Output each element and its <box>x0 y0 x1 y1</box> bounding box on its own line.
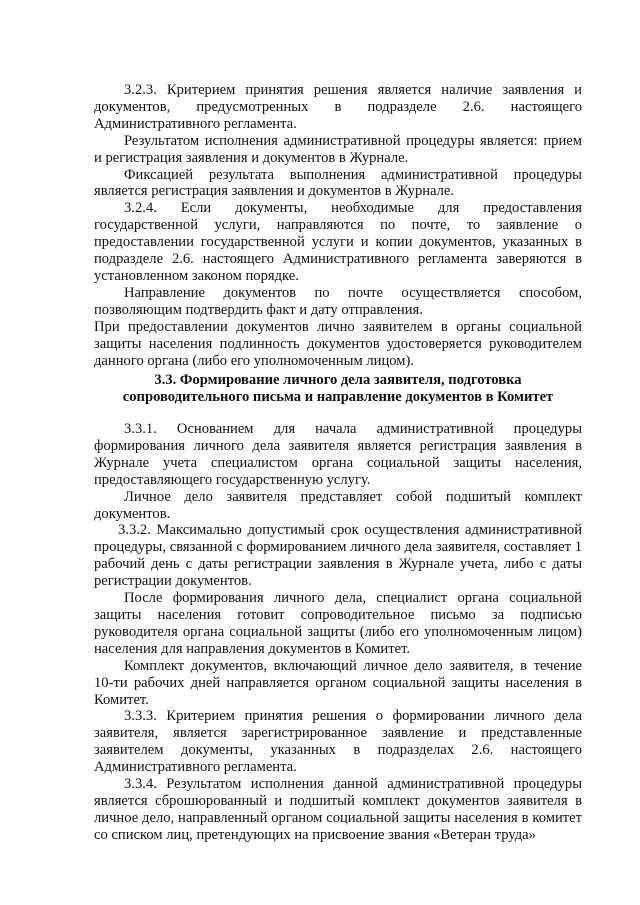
paragraph-3-2-4: 3.2.4. Если документы, необходимые для предоставления государственной услуги, направляются по почте, то заявление о предоставлении государственной услуги и копии документов, указанных в подразделе 2.6. настоящего Административного регламента заверяются в установленном законом порядке. <box>94 200 582 284</box>
paragraph-personal-file: Личное дело заявителя представляет собой подшитый комплект документов. <box>94 488 582 522</box>
paragraph-result: Результатом исполнения административной процедуры является: прием и регистрация заявления и документов в Журнале. <box>94 132 582 166</box>
paragraph-3-3-2: 3.3.2. Максимально допустимый срок осуществления административной процедуры, связанной с формированием личного дела заявителя, составляет 1 рабочий день с даты регистрации заявления в Журнале учета, либо с даты регистрации документов. <box>94 522 582 590</box>
paragraph-personal-submission: При предоставлении документов лично заявителем в органы социальной защиты населения подлинность документов удостоверяется руководителем данного органа (либо его уполномоченным лицом). <box>94 318 582 369</box>
paragraph-3-3-1: 3.3.1. Основанием для начала административной процедуры формирования личного дела заявителя является регистрация заявления в Журнале учета специалистом органа социальной защиты населения, предоставляющего государственную услугу. <box>94 421 582 488</box>
paragraph-3-3-4: 3.3.4. Результатом исполнения данной административной процедуры является сброшюрованный и подшитый комплект документов заявителя в личное дело, направленный органом социальной защиты населения в комитет со списком лиц, претендующих на присвоение звания «Ветеран труда» <box>94 776 582 843</box>
section-3-3-body <box>94 421 582 844</box>
section-3-3-heading: 3.3. Формирование личного дела заявителя, подготовка сопроводительного письма и направление документов в Комитет <box>122 372 554 405</box>
paragraph-3-3-3: 3.3.3. Критерием принятия решения о формировании личного дела заявителя, является зарегистрированное заявление и представленные заявителем документы, указанных в подразделах 2.6. настоящего Административного регламента. <box>94 708 582 776</box>
paragraph-document-set: Комплект документов, включающий личное дело заявителя, в течение 10-ти рабочих дней направляется органом социальной защиты населения в Комитет. <box>94 657 582 708</box>
paragraph-fixation: Фиксацией результата выполнения административной процедуры является регистрация заявления и документов в Журнале. <box>94 166 582 200</box>
paragraph-cover-letter: После формирования личного дела, специалист органа социальной защиты населения готовит сопроводительное письмо за подписью руководителя органа социальной защиты (либо его уполномоченным лицом) населения для направления документов в Комитет. <box>94 590 582 657</box>
paragraph-mail-sending: Направление документов по почте осуществляется способом, позволяющим подтвердить факт и дату отправления. <box>94 284 582 318</box>
paragraph-3-2-3: 3.2.3. Критерием принятия решения является наличие заявления и документов, предусмотренных в подразделе 2.6. настоящего Административного регламента. <box>94 82 582 132</box>
section-3-2-continuation <box>94 82 582 369</box>
